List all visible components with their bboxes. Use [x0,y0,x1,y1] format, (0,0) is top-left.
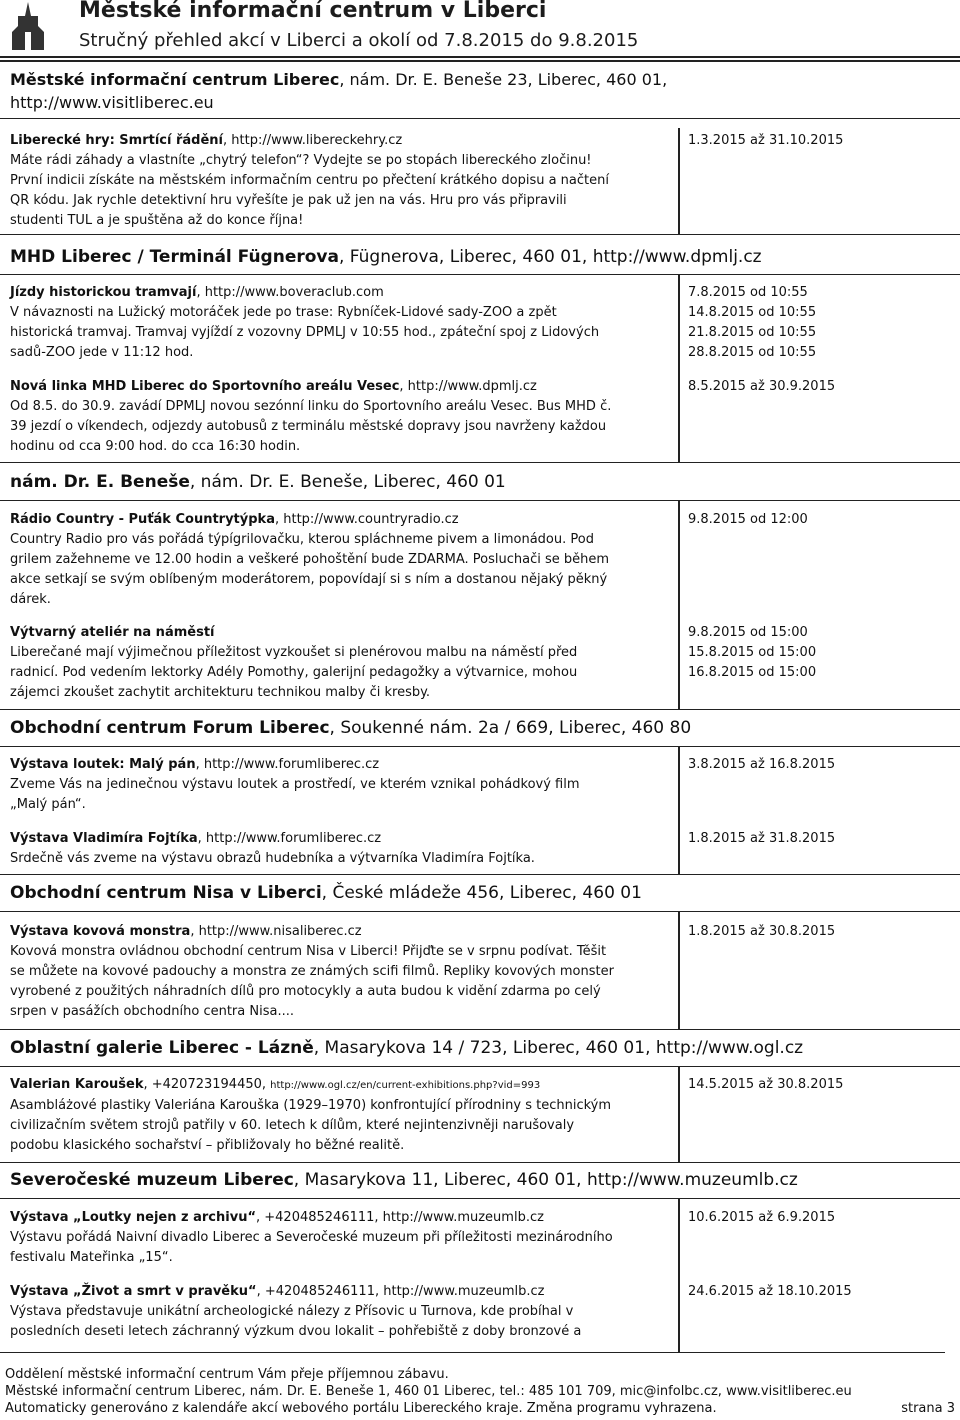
info-centre-address [10,70,667,89]
section-divider [0,1198,960,1199]
venue-address: , nám. Dr. E. Beneše, Liberec, 460 01 [189,472,506,492]
section-divider [0,1029,960,1030]
section-divider [0,274,960,275]
venue-heading [10,472,506,492]
footer-contact: Městské informační centrum Liberec, nám. Dr. E. Beneše 1, 460 01 Liberec, tel.: 485 101 709, mic@infolbc.cz, www.visitliberec.eu [5,1384,852,1399]
event-date: 14.5.2015 až 30.8.2015 [688,1077,844,1092]
event-description-line: dárek. [10,592,51,607]
info-centre-address-text: , nám. Dr. E. Beneše 23, Liberec, 460 01, [339,70,668,89]
venue-heading [10,247,762,267]
venue-address: , Masarykova 14 / 723, Liberec, 460 01, http://www.ogl.cz [313,1038,804,1058]
event-description-line: posledních deseti letech záchranný výzkum dvou lokalit – pohřebiště z doby bronzové a [10,1324,582,1339]
event-title: Liberecké hry: Smrtící řádění [10,133,223,148]
section-divider [0,874,960,875]
venue-name: Severočeské muzeum Liberec [10,1170,294,1190]
event-dates [688,1208,835,1228]
event-entry [10,1075,670,1156]
event-description-line: Srdečně vás zveme na výstavu obrazů hudebníka a výtvarníka Vladimíra Fojtíka. [10,851,535,866]
event-title: Výstava „Život a smrt v pravěku“ [10,1284,257,1299]
event-description-line: „Malý pán“. [10,797,86,812]
liberec-town-hall-logo-icon [8,2,48,50]
info-centre-url[interactable]: http://www.visitliberec.eu [10,93,214,112]
event-date: 28.8.2015 od 10:55 [688,345,817,360]
event-link[interactable]: , http://www.countryradio.cz [274,512,459,527]
event-entry [10,1282,670,1342]
event-date: 1.8.2015 až 30.8.2015 [688,924,836,939]
event-description-line: zájemci zkoušet zachytit architekturu technikou malby či kresby. [10,685,431,700]
event-entry [10,755,670,815]
footer-divider [0,1352,945,1353]
event-description-line: V návaznosti na Lužický motoráček jede po trase: Rybníček-Lidové sady-ZOO a zpět [10,305,557,320]
venue-name: Oblastní galerie Liberec - Lázně [10,1038,314,1058]
event-title: Jízdy historickou tramvají [10,285,197,300]
event-entry [10,829,670,869]
event-description-line: Kovová monstra ovládnou obchodní centrum Nisa v Liberci! Přijďte se v srpnu podívat. Těšit [10,944,607,959]
event-dates [688,623,816,683]
event-date: 21.8.2015 od 10:55 [688,325,817,340]
page-header [0,0,960,54]
column-divider [678,128,680,234]
section-divider [0,500,960,501]
section-divider [0,1162,960,1163]
footer-greeting: Oddělení městské informační centrum Vám přeje příjemnou zábavu. [5,1367,449,1382]
event-description-line: QR kódu. Jak rychle detektivní hru vyřešíte je pak už jen na vás. Hru pro vás připravili [10,193,567,208]
event-date: 14.8.2015 od 10:55 [688,305,817,320]
event-link[interactable]: , http://www.forumliberec.cz [195,757,380,772]
event-description-line: První indicii získáte na městském informačním centru po přečtení krátkého dopisu a načtení [10,173,609,188]
event-entry [10,510,670,610]
event-date: 16.8.2015 od 15:00 [688,665,817,680]
event-link[interactable]: , http://www.dpmlj.cz [399,379,537,394]
venue-address: , Soukenné nám. 2a / 669, Liberec, 460 80 [329,718,692,738]
section-divider [0,1066,960,1067]
venue-name: nám. Dr. E. Beneše [10,472,190,492]
venue-heading [10,883,642,903]
event-link[interactable]: http://www.ogl.cz/en/current-exhibitions.php?vid=993 [270,1080,541,1091]
info-centre-name: Městské informační centrum Liberec [10,70,340,89]
event-title: Nová linka MHD Liberec do Sportovního areálu Vesec [10,379,400,394]
event-title: Výstava kovová monstra [10,924,191,939]
event-entry [10,1208,670,1268]
event-description-line: civilizačním světem strojů patřily v 60. letech k dílům, které nejintenzivněji narušovaly [10,1118,575,1133]
section-divider [0,118,960,119]
event-date: 24.6.2015 až 18.10.2015 [688,1284,852,1299]
event-title: Výstava Vladimíra Fojtíka [10,831,198,846]
event-date: 1.3.2015 až 31.10.2015 [688,133,844,148]
event-description-line: srpen v pasážích obchodního centra Nisa.... [10,1004,294,1019]
column-divider [678,911,680,1029]
event-date: 9.8.2015 od 15:00 [688,625,808,640]
event-entry [10,623,670,703]
event-description-line: Výstavu pořádá Naivní divadlo Liberec a Severočeské muzeum při příležitosti mezinárodního [10,1230,613,1245]
event-date: 1.8.2015 až 31.8.2015 [688,831,836,846]
event-entry [10,377,670,457]
event-title: Výstava loutek: Malý pán [10,757,196,772]
event-description-line: sadů-ZOO jede v 11:12 hod. [10,345,194,360]
header-divider [0,60,960,62]
event-description-line: festivalu Mateřinka „15“. [10,1250,173,1265]
event-dates [688,131,843,151]
page-footer [5,1366,955,1417]
event-description-line: Od 8.5. do 30.9. zavádí DPMLJ novou sezónní linku do Sportovního areálu Vesec. Bus MHD č. [10,399,612,414]
event-date: 15.8.2015 od 15:00 [688,645,817,660]
event-description-line: se můžete na kovové padouchy a monstra ze známých scifi filmů. Repliky kovových monster [10,964,614,979]
column-divider [678,274,680,462]
event-description-line: studenti TUL a je spuštěna až do konce října! [10,213,304,228]
page-subtitle: Stručný přehled akcí v Liberci a okolí od 7.8.2015 do 9.8.2015 [79,30,639,51]
event-entry [10,131,670,231]
event-dates [688,283,816,363]
event-dates [688,377,835,397]
event-link[interactable]: , http://www.boveraclub.com [196,285,384,300]
event-description-line: Liberečané mají výjimečnou příležitost vyzkoušet si plenérovou malbu na náměstí před [10,645,578,660]
venue-heading [10,1038,803,1058]
event-date: 7.8.2015 od 10:55 [688,285,808,300]
event-date: 3.8.2015 až 16.8.2015 [688,757,836,772]
event-dates [688,755,835,775]
event-description-line: Country Radio pro vás pořádá týpígrilovačku, kterou spláchneme pivem a limonádou. Pod [10,532,594,547]
event-dates [688,1075,843,1095]
event-phone: , +420723194450, [143,1077,271,1092]
event-description-line: podobu klasického sochařství – přibližovaly ho běžné realitě. [10,1138,405,1153]
event-description-line: Výstava představuje unikátní archeologické nálezy z Přísovic u Turnova, kde probíhal v [10,1304,574,1319]
event-link[interactable]: , http://www.forumliberec.cz [197,831,382,846]
event-description-line: Máte rádi záhady a vlastníte „chytrý telefon“? Vydejte se po stopách libereckého zločinu! [10,153,592,168]
section-divider [0,709,960,710]
event-dates [688,922,835,942]
event-description-line: vyrobené z použitých náhradních dílů pro motocykly a auta budou k vidění zdarma po celý [10,984,601,999]
event-entry [10,922,670,1022]
venue-name: MHD Liberec / Terminál Fügnerova [10,247,339,267]
event-title: Valerian Karoušek [10,1077,144,1092]
section-divider [0,462,960,463]
section-divider [0,234,960,235]
event-title: Výtvarný ateliér na náměstí [10,625,215,640]
event-date: 8.5.2015 až 30.9.2015 [688,379,836,394]
venue-heading [10,718,691,738]
venue-address: , Fügnerova, Liberec, 460 01, http://www.dpmlj.cz [338,247,762,267]
event-link[interactable]: , +420485246111, http://www.muzeumlb.cz [256,1284,545,1299]
venue-address: , Masarykova 11, Liberec, 460 01, http://www.muzeumlb.cz [293,1170,798,1190]
column-divider [678,1066,680,1162]
event-title: Výstava „Loutky nejen z archivu“ [10,1210,256,1225]
event-entry [10,283,670,363]
event-date: 10.6.2015 až 6.9.2015 [688,1210,836,1225]
event-description-line: Zveme Vás na jedinečnou výstavu loutek a prostředí, ve kterém vznikal pohádkový film [10,777,580,792]
venue-address: , České mládeže 456, Liberec, 460 01 [321,883,642,903]
event-description-line: 39 jezdí o víkendech, odjezdy autobusů z terminálu městské dopravy jsou navrženy každou [10,419,607,434]
event-description-line: historická tramvaj. Tramvaj vyjíždí z vozovny DPMLJ v 10:55 hod., zpáteční spoj z Lidových [10,325,600,340]
event-link[interactable]: , http://www.libereckehry.cz [223,133,403,148]
header-divider [0,56,960,58]
section-divider [0,746,960,747]
event-title: Rádio Country - Puťák Countrytýpka [10,512,275,527]
column-divider [678,500,680,709]
page-title: Městské informační centrum v Liberci [79,0,547,23]
event-description-line: hodinu od cca 9:00 hod. do cca 16:30 hodin. [10,439,301,454]
footer-disclaimer: Automaticky generováno z kalendáře akcí webového portálu Libereckého kraje. Změna programu vyhrazena. [5,1401,717,1416]
event-link[interactable]: , +420485246111, http://www.muzeumlb.cz [256,1210,544,1225]
section-divider [0,911,960,912]
event-description-line: akce setkají se svým oblíbeným moderátorem, popovídají si s ním a dostanou nějaký pěkný [10,572,608,587]
column-divider [678,746,680,874]
venue-name: Obchodní centrum Nisa v Liberci [10,883,322,903]
column-divider [678,1198,680,1352]
venue-heading [10,1170,798,1190]
event-dates [688,510,808,530]
event-description-line: Asambláżové plastiky Valeriána Karouška (1929–1970) konfrontující přírodniny s technickým [10,1098,612,1113]
event-date: 9.8.2015 od 12:00 [688,512,808,527]
event-dates [688,1282,852,1302]
event-dates [688,829,835,849]
venue-name: Obchodní centrum Forum Liberec [10,718,330,738]
event-description-line: grilem zažehneme ve 12.00 hodin a veškeré pohoštění bude ZDARMA. Posluchači se během [10,552,610,567]
event-link[interactable]: , http://www.nisaliberec.cz [190,924,362,939]
page-number: strana 3 [901,1401,955,1416]
event-description-line: radnicí. Pod vedením lektorky Adély Pomothy, galerijní pedagožky a výtvarnice, mohou [10,665,578,680]
